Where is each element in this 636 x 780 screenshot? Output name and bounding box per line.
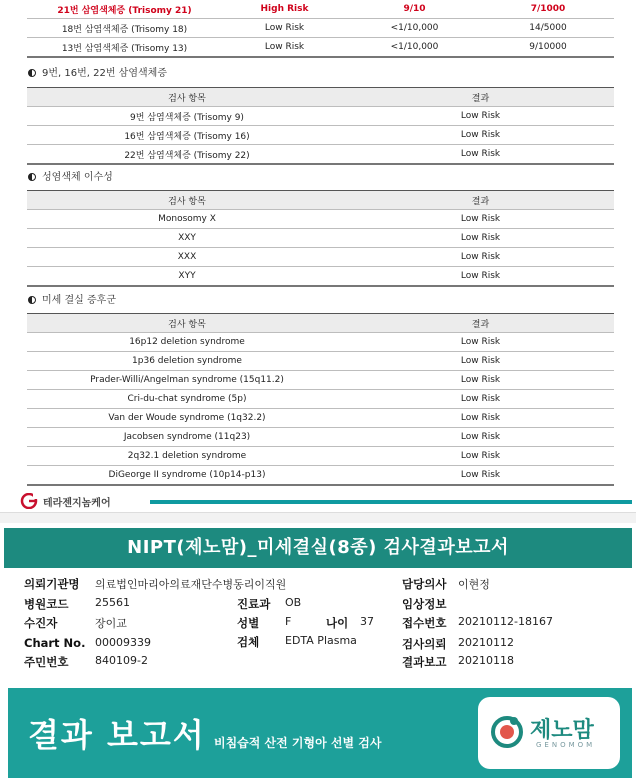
section-title-microdeletion: 미세 결실 증후군 xyxy=(28,291,116,306)
table-row xyxy=(27,229,614,248)
table-header xyxy=(27,314,614,333)
cell-result: Low Risk xyxy=(460,451,501,461)
cell-result: Low Risk xyxy=(460,337,501,347)
trisomy-result: High Risk xyxy=(260,4,309,14)
table-row xyxy=(27,390,614,409)
cell-item: Van der Woude syndrome (1q32.2) xyxy=(108,413,266,423)
hospital-code-label: 병원코드 xyxy=(24,597,69,611)
trisomy-row xyxy=(27,0,614,19)
table-row xyxy=(27,352,614,371)
brand-name-en: GENOMOM xyxy=(536,741,596,749)
half-circle-icon xyxy=(28,296,36,304)
header-result: 결과 xyxy=(471,319,490,330)
table-row xyxy=(27,126,614,145)
page-separator xyxy=(0,512,636,523)
examinee-label: 수진자 xyxy=(24,616,58,630)
trisomy-name: 18번 삼염색체증 (Trisomy 18) xyxy=(61,24,188,35)
terragen-logo xyxy=(20,493,111,509)
report-title: NIPT(제노맘)_미세결실(8종) 검사결과보고서 xyxy=(127,537,509,558)
cell-item: 16p12 deletion syndrome xyxy=(129,337,245,347)
table-row xyxy=(27,145,614,165)
gender-label: 성별 xyxy=(237,616,260,630)
age-label: 나이 xyxy=(326,616,349,630)
cell-item: Monosomy X xyxy=(158,214,216,224)
cell-item: XYY xyxy=(178,271,196,281)
age-value: 37 xyxy=(360,615,374,628)
cell-item: Jacobsen syndrome (11q23) xyxy=(123,432,251,442)
table-row xyxy=(27,428,614,447)
header-item: 검사 항목 xyxy=(168,196,206,207)
genomom-mark-icon xyxy=(490,715,524,749)
trisomy-ratio1: <1/10,000 xyxy=(390,23,439,33)
request-label: 검사의뢰 xyxy=(402,637,447,651)
sex-chromosome-table xyxy=(27,190,614,287)
cell-result: Low Risk xyxy=(460,271,501,281)
doctor-label: 담당의사 xyxy=(402,577,447,591)
chart-label: Chart No. xyxy=(24,636,86,650)
table-row xyxy=(27,267,614,287)
trisomy-ratio2: 7/1000 xyxy=(530,4,566,14)
table-row xyxy=(27,371,614,390)
half-circle-icon xyxy=(28,173,36,181)
dept-value: OB xyxy=(285,596,302,609)
receipt-label: 접수번호 xyxy=(402,616,447,630)
cell-result: Low Risk xyxy=(460,356,501,366)
cell-item: 9번 삼염색체증 (Trisomy 9) xyxy=(130,112,244,123)
cell-item: Prader-Willi/Angelman syndrome (15q11.2) xyxy=(90,375,284,385)
trisomy-result: Low Risk xyxy=(264,42,305,52)
header-item: 검사 항목 xyxy=(168,93,206,104)
banner-subtitle: 비침습적 산전 기형아 선별 검사 xyxy=(214,736,382,750)
trisomy-ratio2: 9/10000 xyxy=(529,42,567,52)
cell-result: Low Risk xyxy=(460,233,501,243)
trisomy-row xyxy=(27,19,614,38)
rrn-label: 주민번호 xyxy=(24,655,69,669)
cell-result: Low Risk xyxy=(460,470,501,480)
cell-result: Low Risk xyxy=(460,432,501,442)
specimen-value: EDTA Plasma xyxy=(285,634,357,647)
cell-item: 1p36 deletion syndrome xyxy=(132,356,242,366)
section-title-trisomy-9-16-22: 9번, 16번, 22번 삼염색체증 xyxy=(28,64,167,79)
institution-value: 의료법인마리아의료재단수병동리이직원 xyxy=(95,578,287,591)
trisomy-ratio1: 9/10 xyxy=(403,4,426,14)
cell-result: Low Risk xyxy=(460,375,501,385)
header-result: 결과 xyxy=(471,93,490,104)
cell-item: 16번 삼염색체증 (Trisomy 16) xyxy=(124,131,250,142)
microdeletion-table xyxy=(27,313,614,486)
trisomy-row xyxy=(27,38,614,58)
banner-title: 결과 보고서 xyxy=(28,716,206,754)
cell-item: XXY xyxy=(178,233,196,243)
report-date-value: 20210118 xyxy=(458,654,514,667)
cell-result: Low Risk xyxy=(460,214,501,224)
genomom-logo xyxy=(478,697,620,769)
trisomy-result: Low Risk xyxy=(264,23,305,33)
trisomy-ratio2: 14/5000 xyxy=(529,23,567,33)
half-circle-icon xyxy=(28,69,36,77)
trisomy-name: 13번 삼염색체증 (Trisomy 13) xyxy=(61,43,188,54)
cell-result: Low Risk xyxy=(460,394,501,404)
table-row xyxy=(27,210,614,229)
trisomy-table xyxy=(27,0,614,58)
cell-item: 22번 삼염색체증 (Trisomy 22) xyxy=(124,150,250,161)
patient-info xyxy=(0,574,636,684)
cell-item: XXX xyxy=(177,252,197,262)
table-row xyxy=(27,248,614,267)
dept-label: 진료과 xyxy=(237,597,271,611)
table-row xyxy=(27,333,614,352)
section-title-sex-chromosome: 성염색체 이수성 xyxy=(28,168,113,183)
institution-label: 의뢰기관명 xyxy=(24,577,80,591)
header-result: 결과 xyxy=(471,196,490,207)
table-header xyxy=(27,191,614,210)
clinical-label: 임상정보 xyxy=(402,597,447,611)
trisomy-9-16-22-table xyxy=(27,87,614,165)
cover-banner xyxy=(8,688,632,778)
chart-value: 00009339 xyxy=(95,636,151,649)
table-row xyxy=(27,447,614,466)
footer-divider xyxy=(150,500,632,504)
report-title-band xyxy=(4,528,632,568)
request-value: 20210112 xyxy=(458,636,514,649)
cell-result: Low Risk xyxy=(460,130,501,140)
table-row xyxy=(27,409,614,428)
cell-result: Low Risk xyxy=(460,413,501,423)
table-row xyxy=(27,107,614,126)
hospital-code-value: 25561 xyxy=(95,596,130,609)
terragen-g-icon xyxy=(20,493,40,509)
cell-result: Low Risk xyxy=(460,111,501,121)
trisomy-ratio1: <1/10,000 xyxy=(390,42,439,52)
cell-result: Low Risk xyxy=(460,149,501,159)
trisomy-name: 21번 삼염색체증 (Trisomy 21) xyxy=(57,5,192,16)
doctor-value: 이현정 xyxy=(458,578,490,591)
company-name: 테라젠지놈케어 xyxy=(43,497,111,509)
cell-item: 2q32.1 deletion syndrome xyxy=(127,451,247,461)
table-header xyxy=(27,88,614,107)
receipt-value: 20210112-18167 xyxy=(458,615,553,628)
specimen-label: 검체 xyxy=(237,635,260,649)
header-item: 검사 항목 xyxy=(168,319,206,330)
cell-result: Low Risk xyxy=(460,252,501,262)
cell-item: Cri-du-chat syndrome (5p) xyxy=(127,394,247,404)
brand-name: 제노맘 xyxy=(530,718,594,743)
gender-value: F xyxy=(285,615,292,628)
examinee-value: 장이교 xyxy=(95,617,127,630)
report-date-label: 결과보고 xyxy=(402,655,447,669)
rrn-value: 840109-2 xyxy=(95,654,148,667)
cell-item: DiGeorge II syndrome (10p14-p13) xyxy=(108,470,266,480)
table-row xyxy=(27,466,614,486)
